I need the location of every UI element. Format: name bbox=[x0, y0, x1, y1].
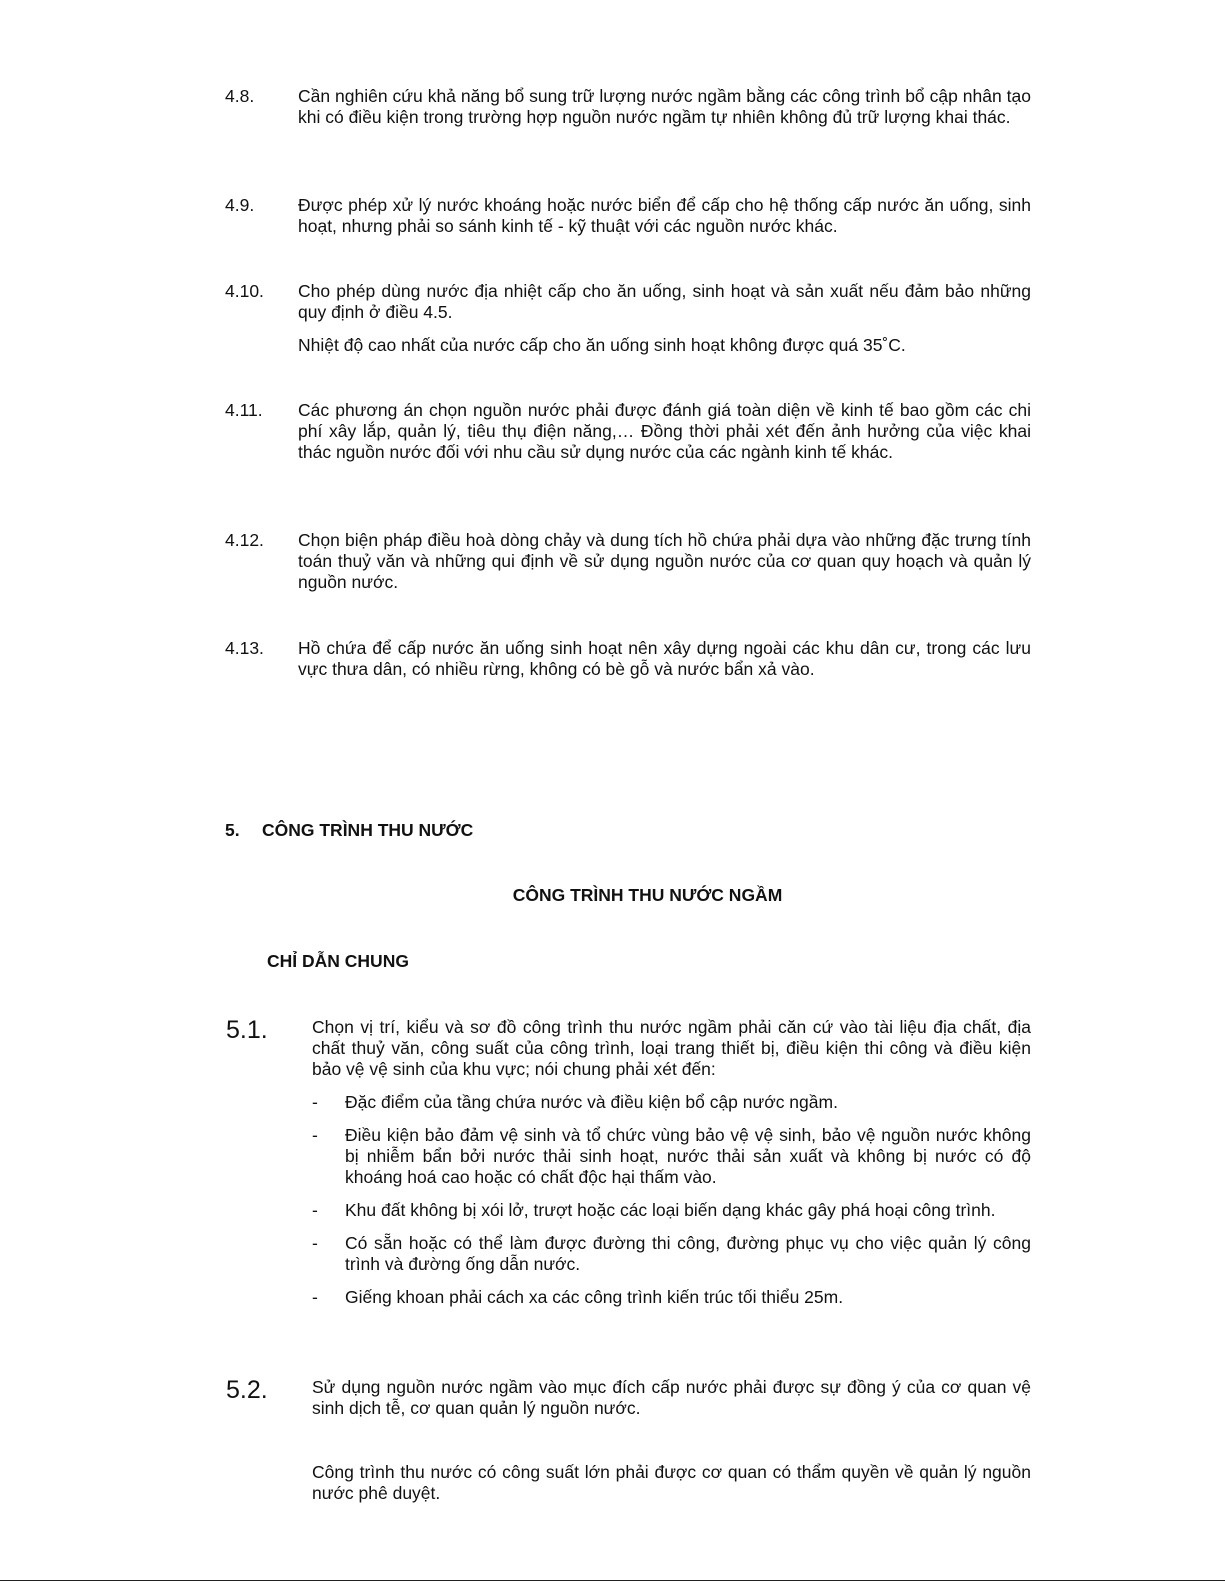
clause-body bbox=[298, 638, 1031, 680]
list-item bbox=[312, 1287, 1031, 1308]
clause-number: 5.1. bbox=[226, 1016, 268, 1044]
section-5-title: CÔNG TRÌNH THU NƯỚC bbox=[262, 820, 474, 840]
clause-paragraph: Các phương án chọn nguồn nước phải được đánh giá toàn diện về kinh tế bao gồm các chi phí xây lắp, quản lý, tiêu thụ điện năng,… Đồng thời phải xét đến ảnh hưởng của việc khai thác nguồn nước đối với nhu cầu sử dụng nước của các ngành kinh tế khác. bbox=[298, 400, 1031, 462]
clause-paragraph: Được phép xử lý nước khoáng hoặc nước biển để cấp cho hệ thống cấp nước ăn uống, sinh hoạt, nhưng phải so sánh kinh tế - kỹ thuật với các nguồn nước khác. bbox=[298, 195, 1031, 236]
bullet-dash: - bbox=[312, 1200, 318, 1220]
clause-number: 4.11. bbox=[225, 400, 263, 420]
section-5-number: 5. bbox=[225, 820, 240, 840]
clause-body bbox=[312, 1377, 1031, 1419]
bullet-dash: - bbox=[312, 1125, 318, 1145]
clause-number: 4.10. bbox=[225, 281, 264, 301]
clause-body bbox=[312, 1017, 1031, 1308]
clause-number: 5.2. bbox=[226, 1376, 268, 1404]
bullet-list bbox=[312, 1092, 1031, 1308]
clause-paragraph: Cần nghiên cứu khả năng bổ sung trữ lượng nước ngầm bằng các công trình bổ cập nhân tạo khi có điều kiện trong trường hợp nguồn nước ngầm tự nhiên không đủ trữ lượng khai thác. bbox=[298, 86, 1031, 127]
clause-paragraph: Công trình thu nước có công suất lớn phải được cơ quan có thẩm quyền về quản lý nguồn nước phê duyệt. bbox=[312, 1462, 1031, 1503]
bullet-dash: - bbox=[312, 1092, 318, 1112]
list-item bbox=[312, 1092, 1031, 1113]
bullet-text: Đặc điểm của tầng chứa nước và điều kiện bổ cập nước ngầm. bbox=[345, 1092, 838, 1112]
clause-body bbox=[298, 530, 1031, 593]
clause-body bbox=[312, 1462, 1031, 1504]
clause-number: 4.12. bbox=[225, 530, 264, 550]
bullet-text: Có sẵn hoặc có thể làm được đường thi công, đường phục vụ cho việc quản lý công trình và đường ống dẫn nước. bbox=[345, 1233, 1031, 1274]
clause-paragraph: Nhiệt độ cao nhất của nước cấp cho ăn uống sinh hoạt không được quá 35˚C. bbox=[298, 335, 906, 355]
section-5-subtitle: CÔNG TRÌNH THU NƯỚC NGẦM bbox=[512, 885, 783, 905]
clause-body bbox=[298, 86, 1031, 128]
list-item bbox=[312, 1233, 1031, 1275]
clause-number: 4.8. bbox=[225, 86, 255, 106]
clause-number: 4.9. bbox=[225, 195, 255, 215]
clause-body bbox=[298, 400, 1031, 463]
clause-paragraph: Cho phép dùng nước địa nhiệt cấp cho ăn uống, sinh hoạt và sản xuất nếu đảm bảo những quy định ở điều 4.5. bbox=[298, 281, 1031, 322]
bullet-dash: - bbox=[312, 1233, 318, 1253]
bullet-text: Khu đất không bị xói lở, trượt hoặc các loại biến dạng khác gây phá hoại công trình. bbox=[345, 1200, 996, 1220]
bullet-text: Điều kiện bảo đảm vệ sinh và tổ chức vùng bảo vệ vệ sinh, bảo vệ nguồn nước không bị nhiễm bẩn bởi nước thải sinh hoạt, nước thải sản xuất và không bị nước có độ khoáng hoá cao hoặc có chất độc hại thấm vào. bbox=[345, 1125, 1031, 1187]
list-item bbox=[312, 1200, 1031, 1221]
bullet-text: Giếng khoan phải cách xa các công trình kiến trúc tối thiểu 25m. bbox=[345, 1287, 844, 1307]
clause-intro: Chọn vị trí, kiểu và sơ đồ công trình thu nước ngầm phải căn cứ vào tài liệu địa chất, địa chất thuỷ văn, công suất của công trình, loại trang thiết bị, điều kiện thi công và điều kiện bảo vệ vệ sinh của khu vực; nói chung phải xét đến: bbox=[312, 1017, 1031, 1079]
clause-paragraph: Hồ chứa để cấp nước ăn uống sinh hoạt nên xây dựng ngoài các khu dân cư, trong các lưu vực thưa dân, có nhiều rừng, không có bè gỗ và nước bẩn xả vào. bbox=[298, 638, 1031, 679]
subsection-heading: CHỈ DẪN CHUNG bbox=[267, 951, 409, 971]
page-bottom-rule bbox=[0, 1580, 1225, 1581]
clause-number: 4.13. bbox=[225, 638, 264, 658]
clause-paragraph: Chọn biện pháp điều hoà dòng chảy và dung tích hồ chứa phải dựa vào những đặc trưng tính toán thuỷ văn và những qui định về sử dụng nguồn nước của cơ quan quy hoạch và quản lý nguồn nước. bbox=[298, 530, 1031, 592]
bullet-dash: - bbox=[312, 1287, 318, 1307]
clause-paragraph: Sử dụng nguồn nước ngầm vào mục đích cấp nước phải được sự đồng ý của cơ quan vệ sinh dịch tễ, cơ quan quản lý nguồn nước. bbox=[312, 1377, 1031, 1418]
list-item bbox=[312, 1125, 1031, 1188]
clause-body bbox=[298, 281, 1031, 356]
clause-body bbox=[298, 195, 1031, 237]
